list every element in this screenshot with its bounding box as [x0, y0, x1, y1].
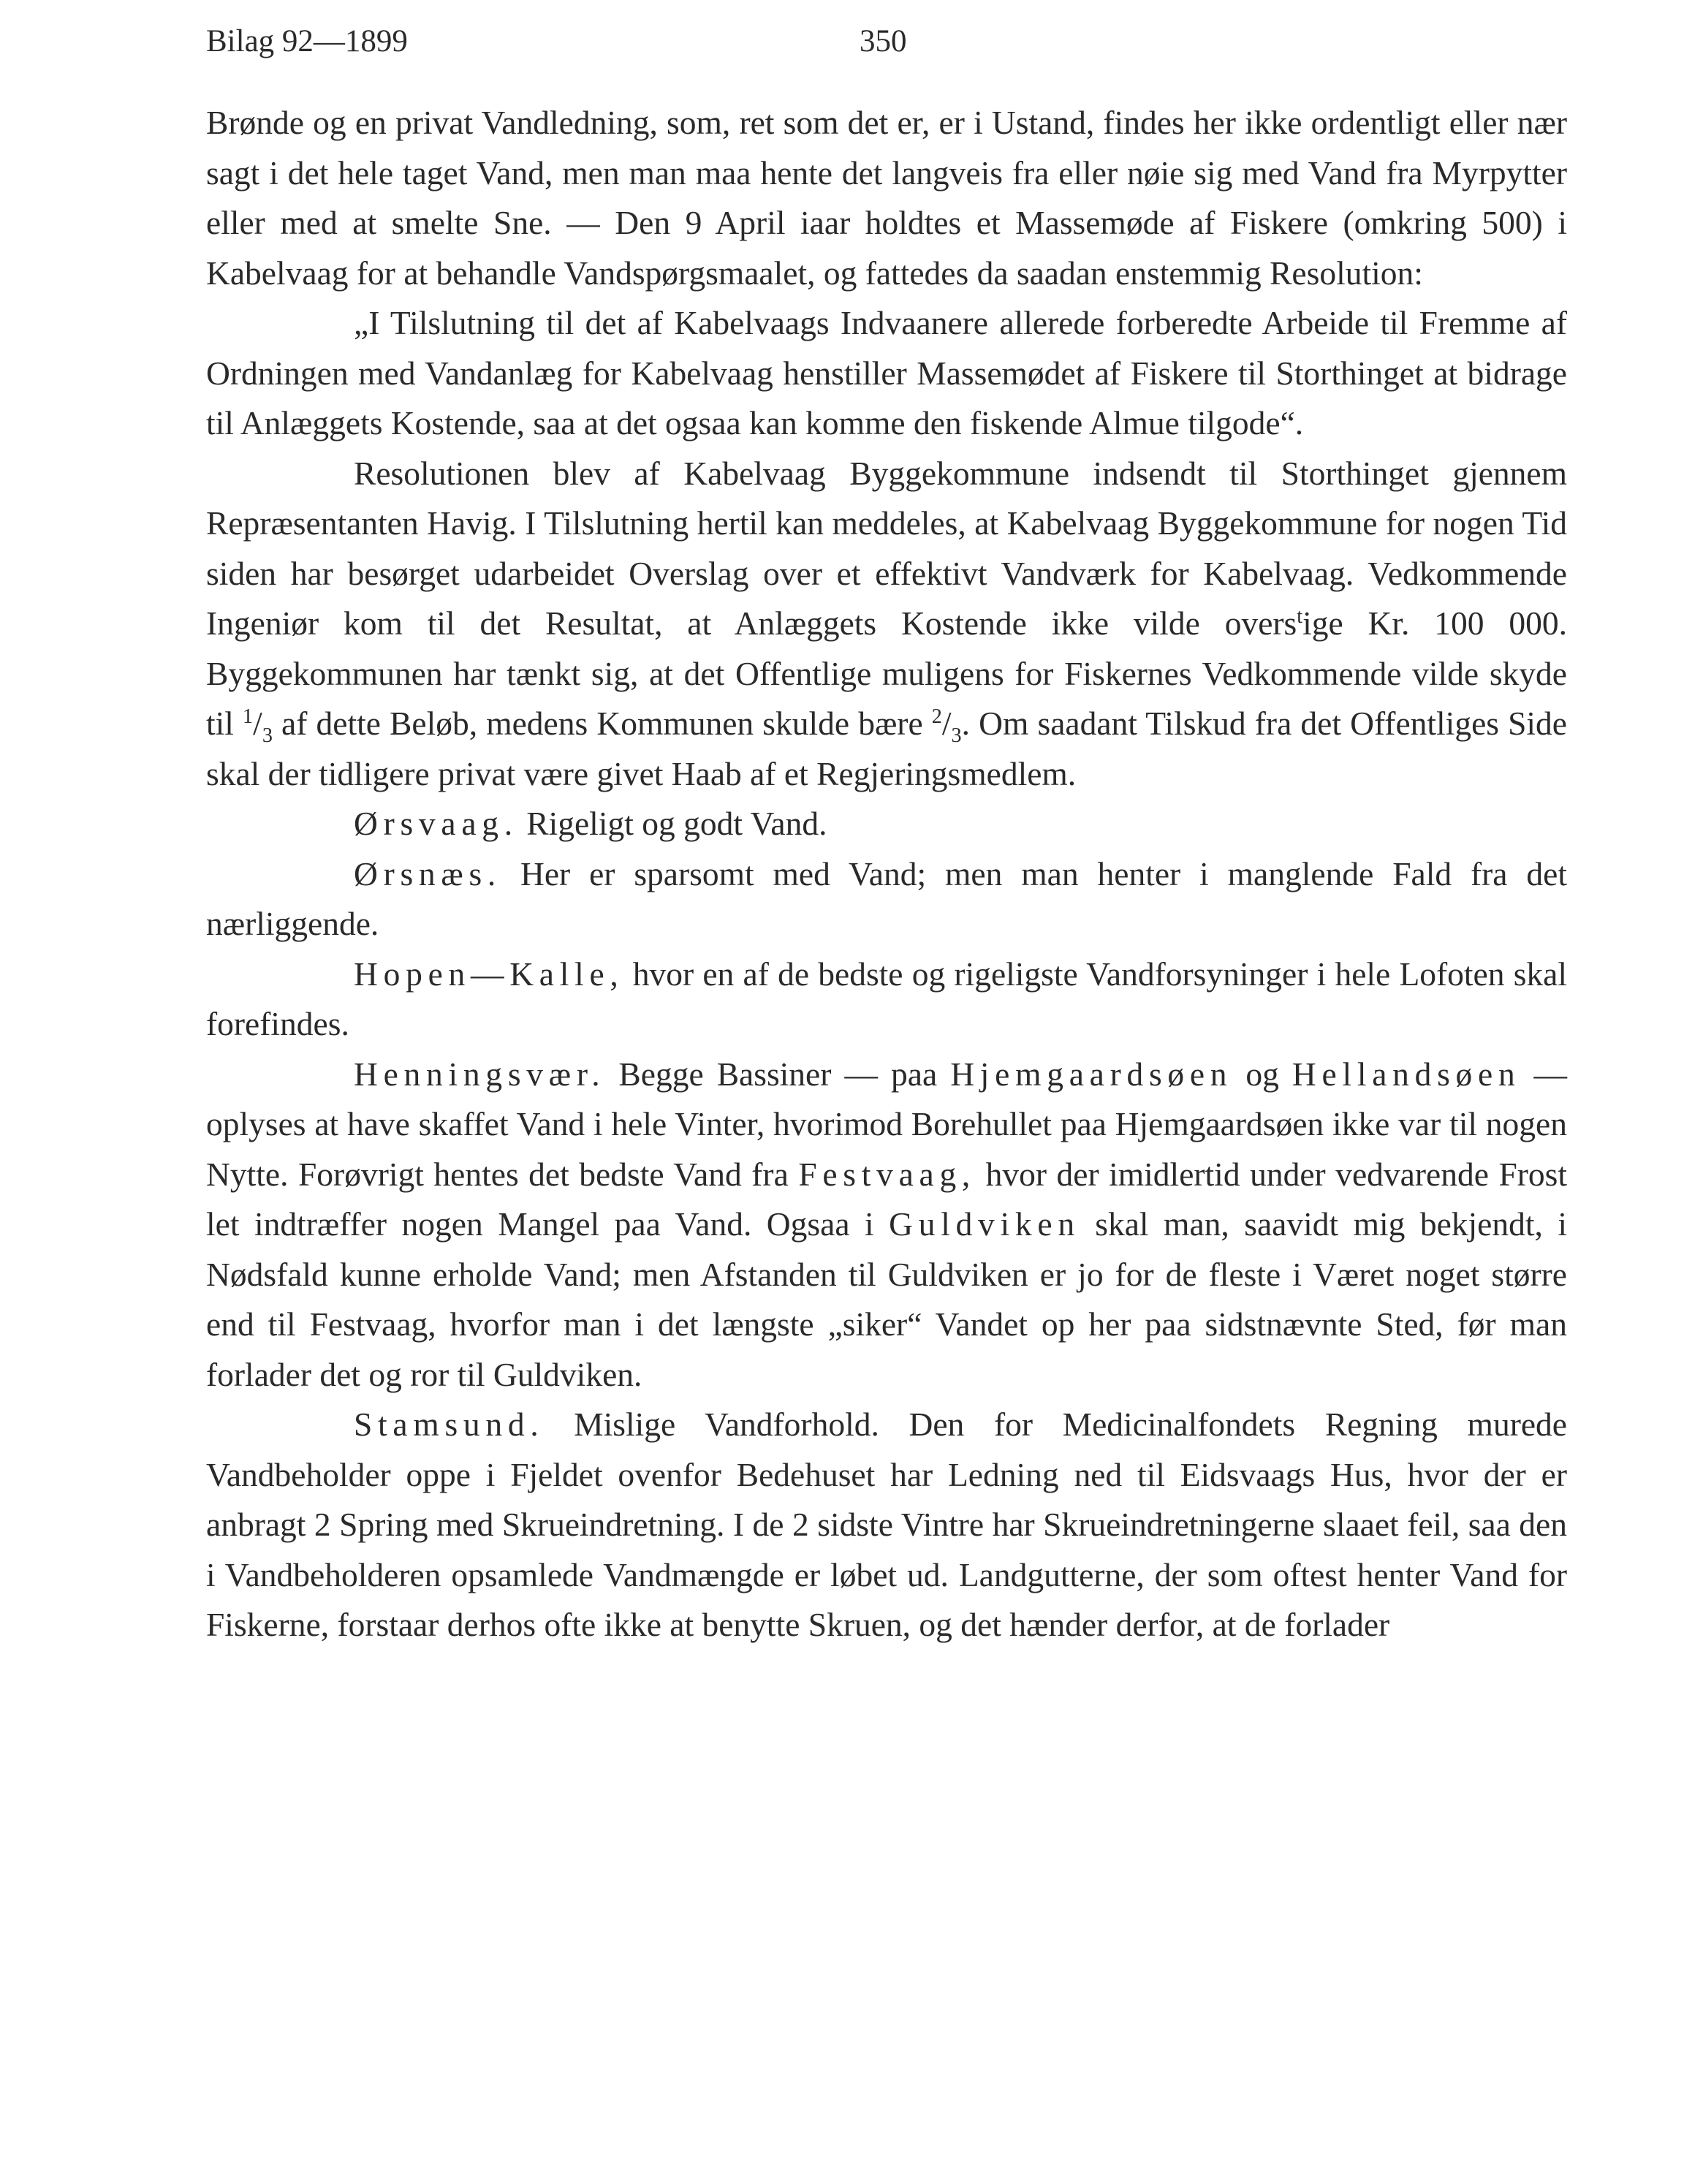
fraction-numerator: 2 [931, 705, 942, 728]
paragraph-henningsvaer [206, 1050, 1567, 1400]
paragraph-stamsund [206, 1400, 1567, 1650]
paragraph-text: „I Tilslutning til det af Kabelvaags Indvaanere allerede forberedte Arbeide til Fremme af Ordningen med Vandanlæg for Kabelvaag henstiller Massemødet af Fiskere til Storthinget at bidrage til Anlæggets Kostende, saa at det ogsaa kan komme den fiskende Almue tilgode“. [206, 304, 1567, 441]
paragraph-text: ige Kr. 100 000. Byggekommunen har tænkt sig, at det Offentlige muligens for Fiskernes Vedkommende vilde skyde til [206, 604, 1568, 742]
fraction-denominator: 3 [262, 724, 273, 748]
place-name: Festvaag, [798, 1155, 976, 1193]
paragraph-brønde [206, 98, 1567, 298]
page-number: 350 [860, 24, 907, 58]
paragraph-text: hvor en af de bedste og rigeligste Vandforsyninger i hele Lofoten skal forefindes. [206, 955, 1567, 1042]
paragraph-text: — oplyses at have skaffet Vand i hele Vinter, hvorimod Borehullet paa Hjemgaardsøen ikke var til nogen Nytte. Forøvrigt hentes det bedste Vand fra [206, 1055, 1568, 1193]
body-text [206, 98, 1567, 1650]
paragraph-text: skal man, saavidt mig bekjendt, i Nødsfald kunne erholde Vand; men Afstanden til Guldviken er jo for de fleste i Været noget større end til Festvaag, hvorfor man i det længste „siker“ Vandet op her paa sidstnævnte Sted, før man forlader det og ror til Guldviken. [206, 1205, 1568, 1393]
place-name: Hellandsøen [1292, 1055, 1521, 1093]
paragraph-text: Resolutionen blev af Kabelvaag Byggekommune indsendt til Storthinget gjennem Repræsentanten Havig. I Tilslutning hertil kan meddeles, at Kabelvaag Byggekommune for nogen Tid siden har besørget udarbeidet Overslag over et effektivt Vandværk for Kabelvaag. Vedkommende Ingeniør kom til det Resultat, at Anlæggets Kostende ikke vilde overs [206, 454, 1567, 642]
paragraph-orsnaes [206, 849, 1567, 949]
place-name: Hjemgaardsøen [950, 1055, 1233, 1093]
paragraph-text: Rigeligt og godt Vand. [517, 805, 827, 842]
paragraph-orsvaag [206, 799, 1567, 849]
superscript: t [1297, 604, 1303, 628]
paragraph-text: og [1232, 1055, 1292, 1093]
paragraph-text: Her er sparsomt med Vand; men man henter i manglende Fald fra det nærliggende. [206, 854, 1567, 942]
paragraph-resolution-quote [206, 298, 1567, 449]
paragraph-hopen-kalle [206, 949, 1567, 1050]
place-name: Hopen—Kalle, [354, 955, 624, 993]
paragraph-resolutionen: Resolutionen blev af Kabelvaag Byggekommune indsendt til Storthinget gjennem Repræsentanten Havig. I Tilslutning hertil kan meddeles, at Kabelvaag Byggekommune for nogen Tid siden har besørget udarbeidet Overslag over et effektivt Vandværk for Kabelvaag. Vedkommende Ingeniør kom til det Resultat, at Anlæggets Kostende ikke vilde overs$^t$ige Kr. 100 000. Byggekommunen har tænkt sig, at det Offentlige muligens for Fiskernes Vedkommende vilde skyde til $^1/_3$ af dette Beløb, medens Kommunen skulde bære $^2/_3$. Om saadant Tilskud fra det Offentliges Side skal der tidligere privat være givet Haab af et Regjeringsmedlem. [206, 454, 1568, 792]
paragraph-text: Mislige Vandforhold. Den for Medicinalfondets Regning murede Vandbeholder oppe i Fjeldet ovenfor Bedehuset har Ledning ned til Eidsvaags Hus, hvor der er anbragt 2 Spring med Skrueindretning. I de 2 sidste Vintre har Skrueindretningerne slaaet feil, saa den i Vandbeholderen opsamlede Vandmængde er løbet ud. Landgutterne, der som oftest henter Vand for Fiskerne, forstaar derhos ofte ikke at benytte Skruen, og det hænder derfor, at de forlader [206, 1406, 1567, 1643]
paragraph-text: Brønde og en privat Vandledning, som, ret som det er, er i Ustand, findes her ikke ordentligt eller nær sagt i det hele taget Vand, men man maa hente det langveis fra eller nøie sig med Vand fra Myrpytter eller med at smelte Sne. — Den 9 April iaar holdtes et Massemøde af Fiskere (omkring 500) i Kabelvaag for at behandle Vandspørgsmaalet, og fattedes da saadan enstemmig Resolution: [206, 104, 1567, 292]
page-header [206, 16, 1560, 67]
paragraph-text: Begge Bassiner — paa [605, 1055, 951, 1093]
place-name: Guldviken [889, 1205, 1080, 1243]
paragraph-text: hvor der imidlertid under vedvarende Frost let indtræffer nogen Mangel paa Vand. Ogsaa i [206, 1155, 1567, 1243]
place-name: Ørsvaag. [354, 805, 518, 842]
place-name: Henningsvær. [354, 1055, 606, 1093]
paragraph-text: . Om saadant Tilskud fra det Offentliges Side skal der tidligere privat være givet Haab af et Regjeringsmedlem. [206, 705, 1567, 792]
place-name: Ørsnæs. [354, 854, 502, 892]
place-name: Stamsund. [354, 1406, 545, 1443]
fraction-numerator: 1 [243, 705, 254, 728]
header-bilag: Bilag 92—1899 [206, 24, 408, 58]
fraction-denominator: 3 [951, 724, 962, 748]
paragraph-text: af dette Beløb, medens Kommunen skulde bære [272, 705, 932, 742]
